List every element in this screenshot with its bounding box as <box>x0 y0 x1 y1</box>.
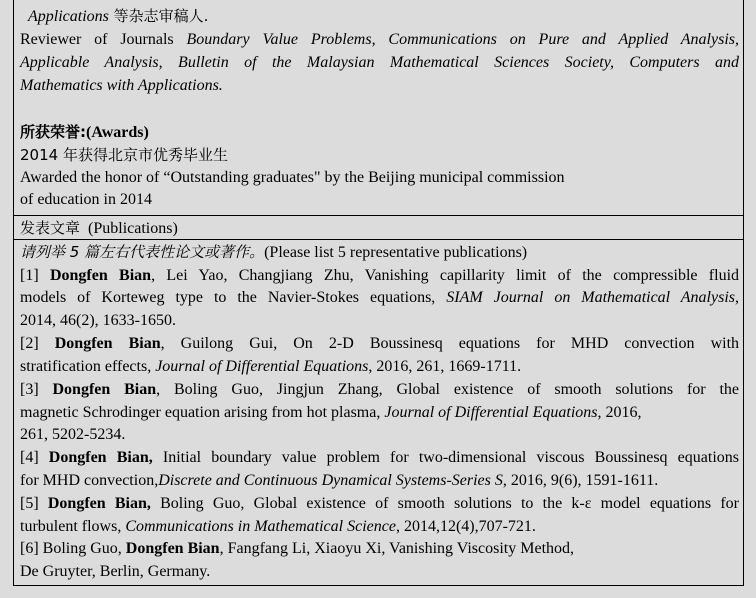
publication-6-line-2: De Gruyter, Berlin, Germany. <box>20 563 211 580</box>
publication-4-line-2: for MHD convection,Discrete and Continuous Dynamical Systems-Series S, 2016, 9(6), 1591-1611. <box>20 472 659 489</box>
publication-1-line-3: 2014, 46(2), 1633-1650. <box>20 312 176 329</box>
publication-1-line-2: models of Korteweg type to the Navier-Stokes equations, SIAM Journal on Mathematical Analysis, <box>20 289 739 306</box>
award-en-line-1: Awarded the honor of “Outstanding graduates" by the Beijing municipal commission <box>20 169 565 186</box>
award-en-line-2: of education in 2014 <box>20 191 152 208</box>
award-cn: 2014 年获得北京市优秀毕业生 <box>20 146 228 164</box>
publication-4-line-1: [4] Dongfen Bian, Initial boundary value problem for two-dimensional viscous Boussinesq equations <box>20 449 739 466</box>
publication-1-line-1: [1] Dongfen Bian, Lei Yao, Changjiang Zhu, Vanishing capillarity limit of the compressible fluid <box>20 267 740 284</box>
publication-5-line-2: turbulent flows, Communications in Mathematical Science, 2014,12(4),707-721. <box>20 518 536 535</box>
publications-heading-section <box>13 216 744 240</box>
publication-3-line-1: [3] Dongfen Bian, Boling Guo, Jingjun Zhang, Global existence of smooth solutions for the <box>20 381 739 398</box>
reviewer-line-1: Reviewer of Journals Boundary Value Problems, Communications on Pure and Applied Analysis, <box>20 31 739 48</box>
publications-list-section <box>13 240 744 586</box>
reviewer-line-2: Applicable Analysis, Bulletin of the Malaysian Mathematical Sciences Society, Computers and <box>20 54 739 71</box>
publication-2-line-2: stratification effects, Journal of Differential Equations, 2016, 261, 1669-1711. <box>20 358 522 375</box>
reviewer-awards-section <box>13 0 744 216</box>
publication-2-line-1: [2] Dongfen Bian, Guilong Gui, On 2-D Boussinesq equations for MHD convection with <box>20 335 740 352</box>
publication-3-line-2: magnetic Schrodinger equation arising from hot plasma, Journal of Differential Equations, 2016, <box>20 404 642 421</box>
publications-instruction: 请列举 5 篇左右代表性论文或著作。(Please list 5 representative publications) <box>20 243 528 261</box>
publications-heading: 发表文章 (Publications) <box>20 219 178 237</box>
publication-6-line-1: [6] Boling Guo, Dongfen Bian, Fangfang Li, Xiaoyu Xi, Vanishing Viscosity Method, <box>20 540 575 557</box>
journals-tail-line: Applications 等杂志审稿人. <box>28 7 209 25</box>
publication-3-line-3: 261, 5202-5234. <box>20 426 126 443</box>
publication-5-line-1: [5] Dongfen Bian, Boling Guo, Global existence of smooth solutions to the k-ε model equations for <box>20 495 740 512</box>
reviewer-line-3: Mathematics with Applications. <box>20 77 223 94</box>
awards-heading: 所获荣誉:(Awards) <box>20 123 149 141</box>
